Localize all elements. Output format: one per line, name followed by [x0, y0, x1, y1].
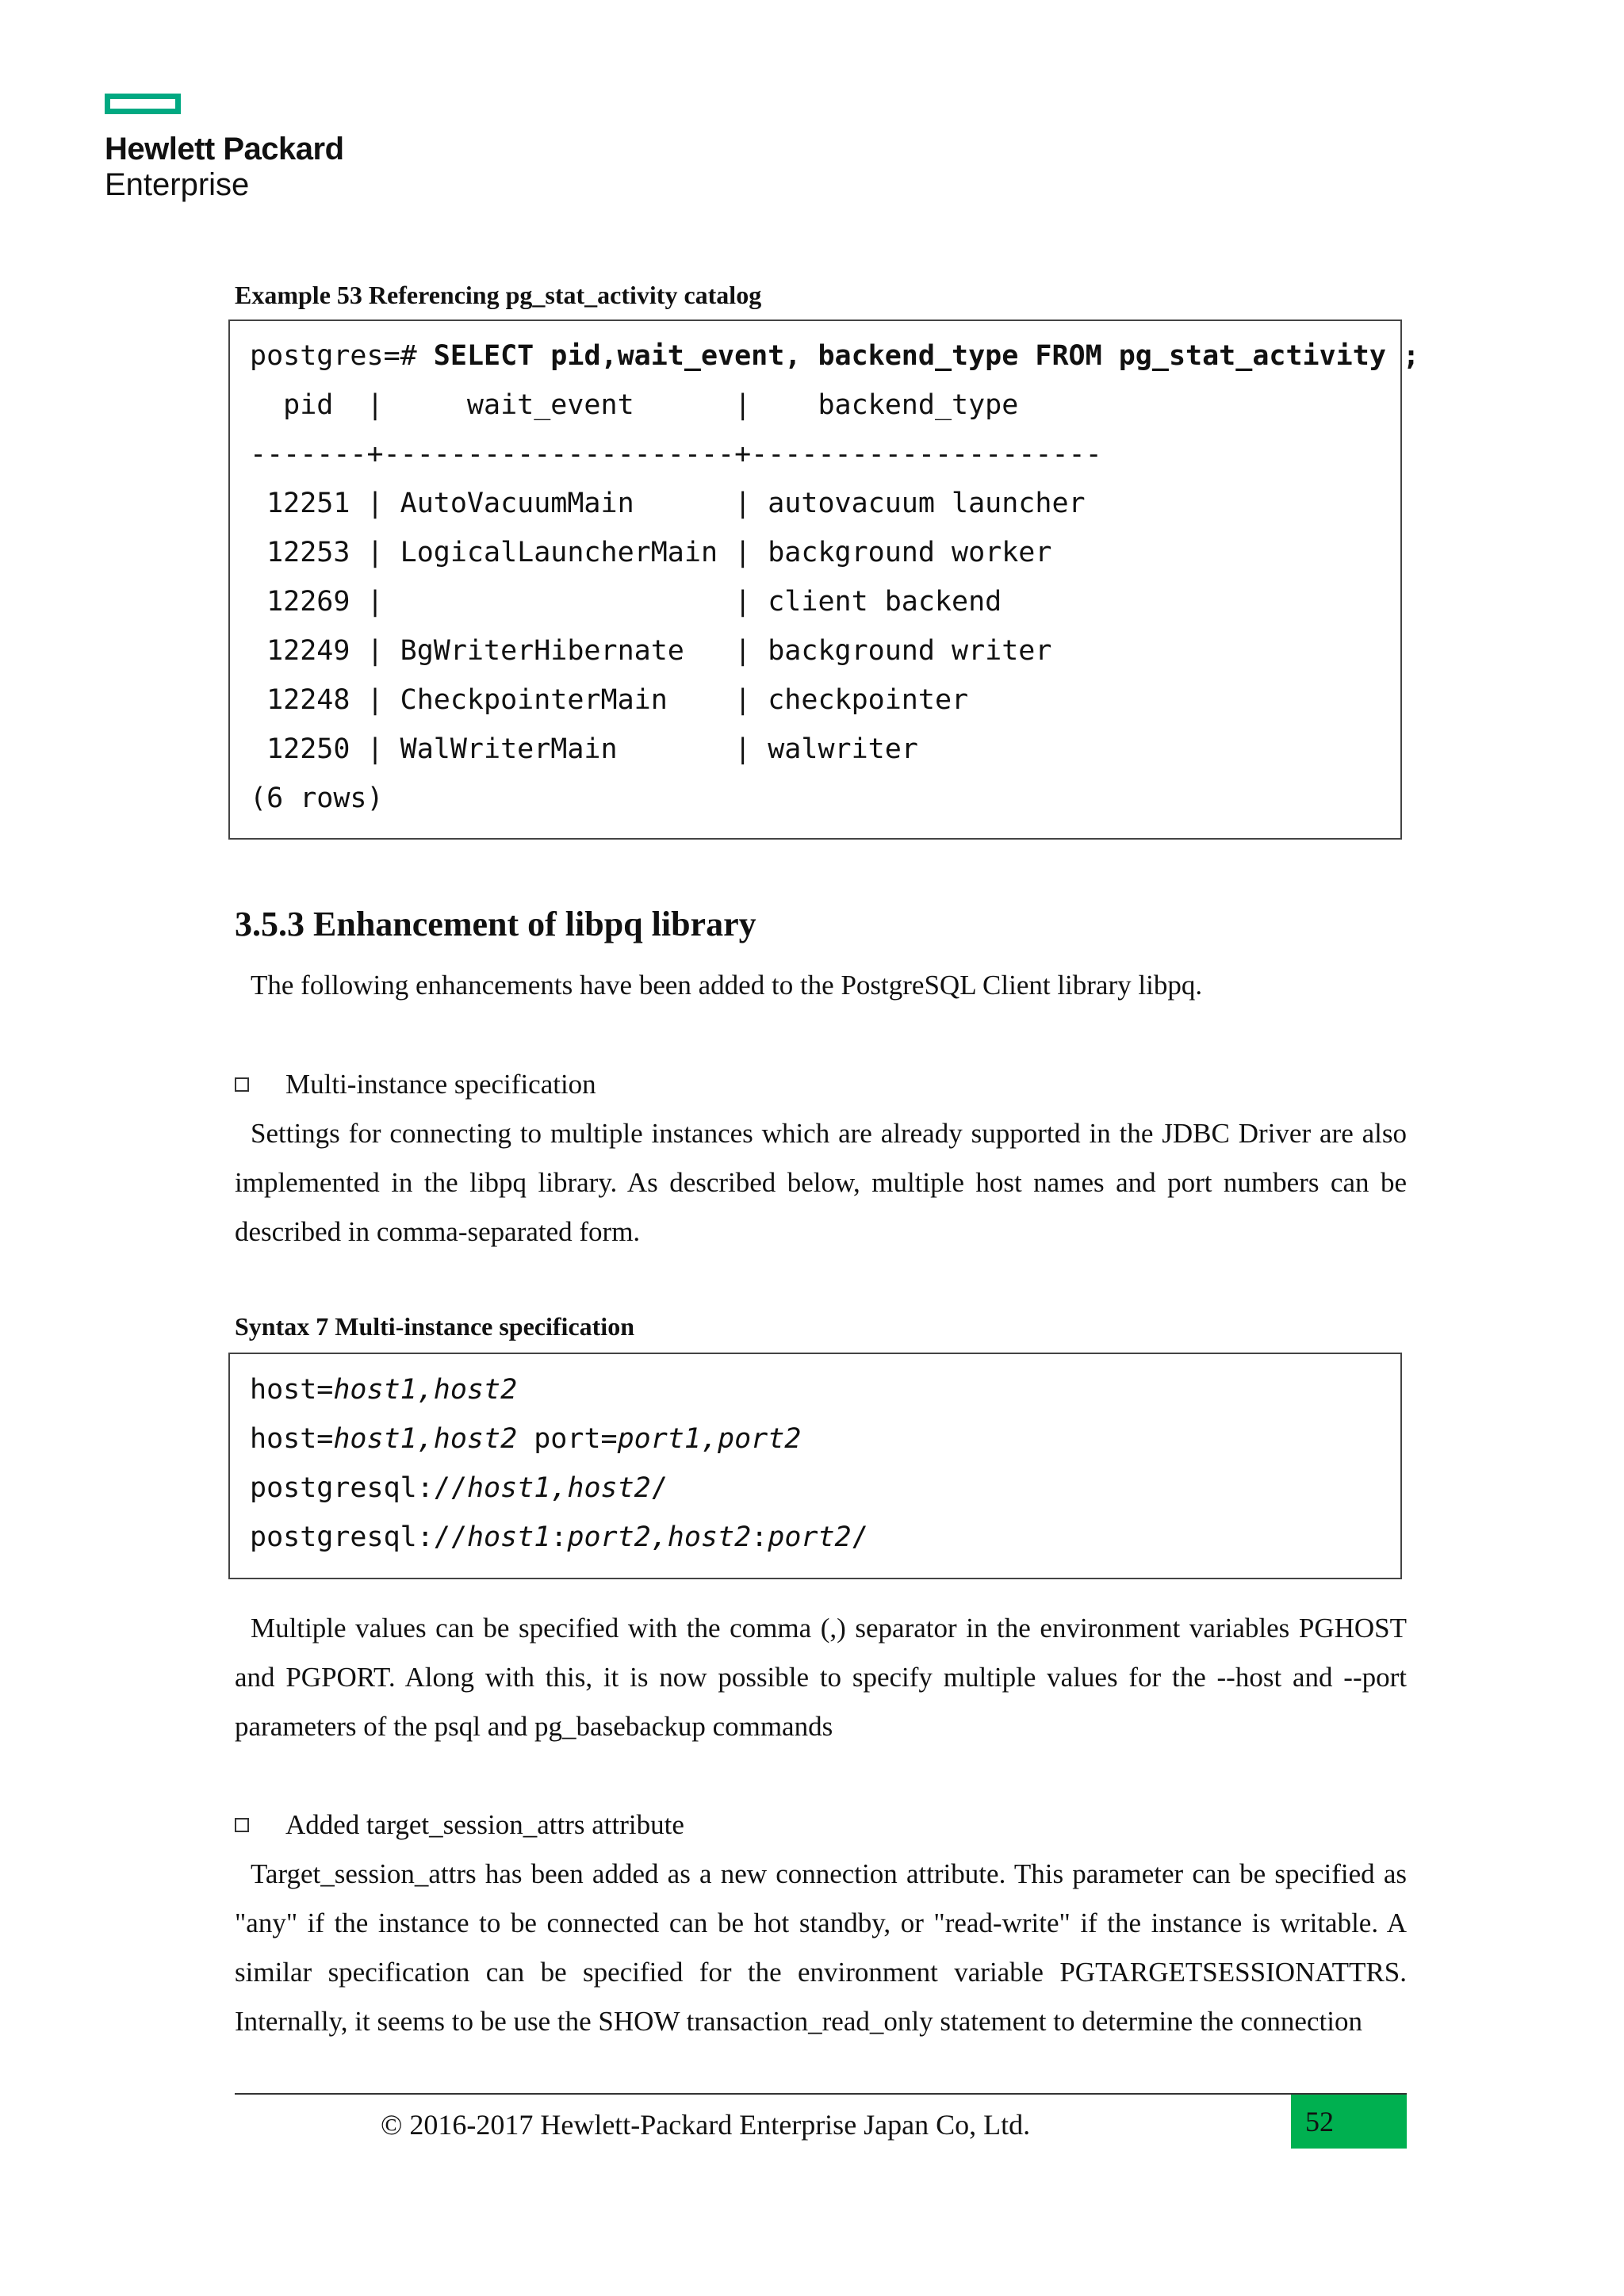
- code-prompt: postgres=#: [250, 340, 434, 372]
- multi-instance-paragraph: Settings for connecting to multiple instances which are already supported in the JDBC Driver are also implemented in the libpq library. As described below, multiple host names and port numbers can be described in comma-separated form.: [235, 1118, 1407, 1247]
- multi-instance-bullet-label: Multi-instance specification: [285, 1069, 596, 1100]
- syntax-line-4: [250, 1521, 868, 1553]
- hpe-logo-rectangle-icon: [105, 94, 181, 114]
- code-text: host=: [250, 1423, 334, 1455]
- syntax-line-3: [250, 1472, 668, 1504]
- example-53-code: [250, 331, 1419, 823]
- code-line: pid | wait_event | backend_type: [250, 389, 1019, 421]
- code-text: host=: [250, 1374, 334, 1406]
- syntax-line-1: [250, 1374, 517, 1406]
- code-placeholder: host1,host2: [466, 1472, 651, 1504]
- target-session-paragraph: Target_session_attrs has been added as a new connection attribute. This parameter can be specified as "any" if the instance to be connected can be hot standby, or "read-write" if the instance is writable. A similar specification can be specified for the environment variable PGTARGETSESSIONATTRS. Internally, it seems to be use the SHOW transaction_read_only statement to determine the connection: [235, 1858, 1407, 2037]
- section-heading: 3.5.3 Enhancement of libpq library: [235, 905, 756, 943]
- syntax-7-caption: Syntax 7 Multi-instance specification: [235, 1312, 634, 1341]
- footer-divider: [235, 2093, 1407, 2095]
- square-bullet-icon: [235, 1818, 249, 1832]
- code-line: 12248 | CheckpointerMain | checkpointer: [250, 684, 969, 716]
- code-line: 12249 | BgWriterHibernate | background writer: [250, 635, 1052, 667]
- square-bullet-icon: [235, 1077, 249, 1092]
- code-line: 12251 | AutoVacuumMain | autovacuum launcher: [250, 488, 1086, 519]
- target-session-bullet-label: Added target_session_attrs attribute: [285, 1809, 684, 1840]
- code-placeholder: host1,host2: [333, 1374, 518, 1406]
- target-session-bullet: [235, 1800, 684, 1850]
- code-placeholder: host1,host2: [333, 1423, 518, 1455]
- code-line: 12269 | | client backend: [250, 586, 1002, 618]
- code-command: SELECT pid,wait_event, backend_type FROM pg_stat_activity ;: [433, 340, 1420, 372]
- example-53-caption: Example 53 Referencing pg_stat_activity catalog: [235, 281, 762, 309]
- code-line: 12253 | LogicalLauncherMain | background worker: [250, 537, 1052, 568]
- code-text: /: [851, 1521, 868, 1553]
- code-line: -------+---------------------+---------------------: [250, 438, 1102, 470]
- code-placeholder: host1: [466, 1521, 551, 1553]
- code-text: postgresql://: [250, 1521, 467, 1553]
- logo-text-line1: Hewlett Packard: [105, 132, 344, 166]
- code-text: /: [650, 1472, 668, 1504]
- code-placeholder: port2,host2: [567, 1521, 752, 1553]
- code-text: port=: [517, 1423, 618, 1455]
- hpe-logo: [105, 94, 344, 203]
- code-text: :: [751, 1521, 768, 1553]
- syntax-line-2: [250, 1423, 801, 1455]
- code-placeholder: port1,port2: [617, 1423, 802, 1455]
- code-line: (6 rows): [250, 783, 384, 814]
- code-text: postgresql://: [250, 1472, 467, 1504]
- code-line: 12250 | WalWriterMain | walwriter: [250, 733, 918, 765]
- logo-text-line2: Enterprise: [105, 167, 250, 202]
- multi-instance-bullet: [235, 1060, 596, 1109]
- syntax-7-code: [250, 1365, 868, 1562]
- code-text: :: [550, 1521, 568, 1553]
- page-number-badge: 52: [1291, 2095, 1407, 2149]
- env-variables-paragraph: Multiple values can be specified with the comma (,) separator in the environment variables PGHOST and PGPORT. Along with this, it is now possible to specify multiple values for the --host and --port parameters of the psql and pg_basebackup commands: [235, 1613, 1407, 1742]
- section-intro: The following enhancements have been added to the PostgreSQL Client library libpq.: [251, 970, 1203, 1001]
- footer-copyright: © 2016-2017 Hewlett-Packard Enterprise Japan Co, Ltd.: [381, 2109, 1031, 2141]
- code-placeholder: port2: [768, 1521, 852, 1553]
